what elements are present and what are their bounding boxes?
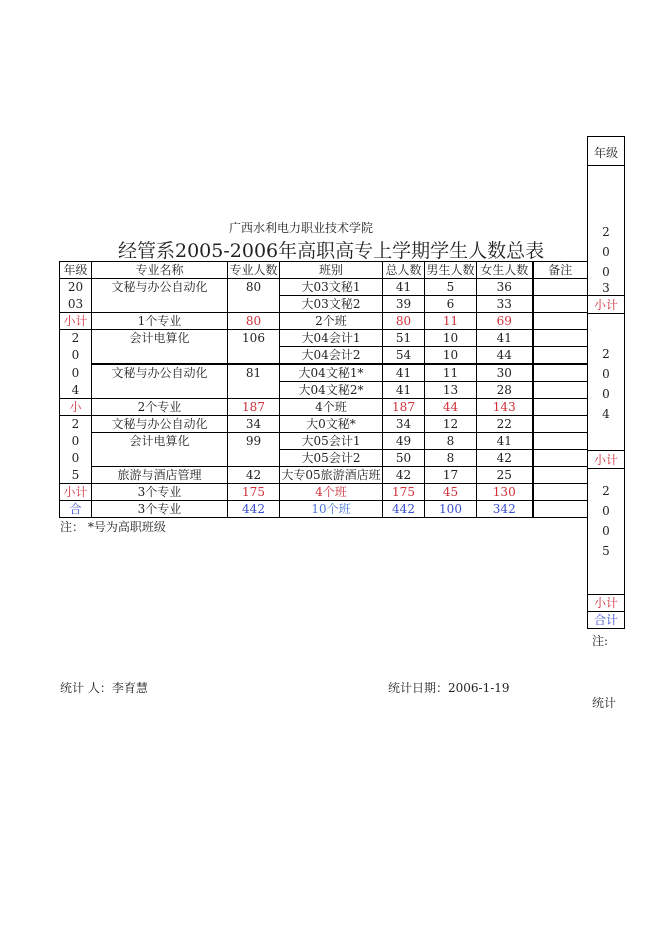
remarks-cell[interactable] [533, 347, 588, 365]
male-cell: 8 [425, 433, 477, 450]
major-cell: 文秘与办公自动化 [92, 279, 228, 313]
remarks-cell[interactable] [533, 279, 588, 296]
right-col-group-2004 [588, 314, 624, 451]
male-cell: 17 [425, 467, 477, 484]
grand-total-classes: 10个班 [280, 501, 383, 518]
remarks-cell[interactable] [533, 330, 588, 347]
major-count-cell: 81 [228, 364, 280, 399]
remarks-cell[interactable] [533, 416, 588, 433]
grade-cell: 20 [60, 279, 92, 296]
col-header-major: 专业名称 [92, 262, 228, 279]
subtotal-total: 187 [383, 399, 425, 416]
grand-total-female: 342 [477, 501, 533, 518]
male-cell: 10 [425, 330, 477, 347]
total-cell: 41 [383, 364, 425, 382]
total-cell: 50 [383, 450, 425, 467]
subtotal-major-count: 80 [228, 313, 280, 330]
right-grade-column [587, 136, 625, 629]
table-header-row [60, 262, 588, 279]
class-cell: 大04会计1 [280, 330, 383, 347]
total-cell: 41 [383, 382, 425, 399]
grade-cell: 4 [60, 382, 92, 399]
col-header-major-count: 专业人数 [229, 263, 278, 277]
grand-total-major-count: 442 [228, 501, 280, 518]
digit: 0 [602, 265, 610, 279]
digit: 3 [602, 281, 610, 295]
subtotal-male: 11 [425, 313, 477, 330]
page-title: 经管系2005-2006年高职高专上学期学生人数总表 [118, 240, 545, 262]
female-cell: 41 [477, 330, 533, 347]
grade-cell: 0 [60, 347, 92, 365]
grade-cell: 2 [60, 330, 92, 347]
subtotal-majors: 3个专业 [92, 484, 228, 501]
major-cell: 文秘与办公自动化 [92, 364, 228, 399]
remarks-cell[interactable] [533, 467, 588, 484]
grade-cell: 5 [60, 467, 92, 484]
male-cell: 5 [425, 279, 477, 296]
class-cell: 大03文秘1 [280, 279, 383, 296]
table-row [60, 279, 588, 296]
school-name [0, 219, 662, 236]
class-cell: 大0文秘* [280, 416, 383, 433]
remarks-cell[interactable] [533, 501, 588, 518]
grand-total-majors: 3个专业 [92, 501, 228, 518]
grade-cell: 2 [60, 416, 92, 433]
subtotal-majors: 1个专业 [92, 313, 228, 330]
subtotal-row [60, 399, 588, 416]
class-cell: 大专05旅游酒店班 [281, 468, 381, 482]
right-note: 注: [592, 634, 609, 648]
total-cell: 49 [383, 433, 425, 450]
digit: 0 [602, 504, 610, 518]
right-statistician: 统计 [592, 696, 617, 710]
subtotal-row [60, 313, 588, 330]
digit: 4 [602, 407, 610, 421]
right-col-subtotal-1: 小计 [588, 296, 624, 314]
right-col-group-2005 [588, 469, 624, 595]
right-col-subtotal-3: 小计 [588, 595, 624, 612]
class-cell: 大04文秘2* [280, 382, 383, 399]
subtotal-total: 175 [383, 484, 425, 501]
grand-total-total: 442 [383, 501, 425, 518]
grade-cell: 0 [60, 433, 92, 450]
digit: 0 [602, 524, 610, 538]
female-cell: 42 [477, 450, 533, 467]
right-col-subtotal-2: 小计 [588, 451, 624, 469]
class-cell: 大03文秘2 [280, 296, 383, 313]
subtotal-row [60, 484, 588, 501]
school-name-text: 广西水利电力职业技术学院 [228, 221, 373, 235]
major-count-cell: 80 [228, 279, 280, 313]
subtotal-male: 44 [425, 399, 477, 416]
statistics-date: 统计日期：2006-1-19 [388, 681, 510, 695]
female-cell: 30 [477, 364, 533, 382]
digit: 0 [602, 387, 610, 401]
subtotal-male: 45 [425, 484, 477, 501]
remarks-cell[interactable] [533, 433, 588, 450]
class-cell: 大04文秘1* [280, 364, 383, 382]
female-cell: 28 [477, 382, 533, 399]
subtotal-label: 小计 [60, 313, 92, 330]
right-col-group-2003 [588, 166, 624, 296]
subtotal-major-count: 175 [228, 484, 280, 501]
remarks-cell[interactable] [533, 382, 588, 399]
subtotal-classes: 4个班 [280, 399, 383, 416]
student-count-table [59, 261, 588, 518]
total-cell: 54 [383, 347, 425, 365]
col-header-total: 总人数 [383, 262, 425, 279]
male-cell: 13 [425, 382, 477, 399]
male-cell: 12 [425, 416, 477, 433]
right-col-header: 年级 [588, 137, 624, 166]
remarks-cell[interactable] [533, 313, 588, 330]
major-cell: 会计电算化 [92, 330, 228, 365]
col-header-female: 女生人数 [477, 262, 533, 279]
total-cell: 42 [383, 467, 425, 484]
grand-total-label: 合 [60, 501, 92, 518]
major-count-cell: 99 [228, 433, 280, 467]
major-cell: 文秘与办公自动化 [92, 416, 228, 433]
female-cell: 22 [477, 416, 533, 433]
female-cell: 41 [477, 433, 533, 450]
grade-cell: 03 [60, 296, 92, 313]
subtotal-female: 69 [477, 313, 533, 330]
remarks-cell[interactable] [533, 296, 588, 313]
digit: 2 [602, 225, 610, 239]
grade-cell: 0 [60, 450, 92, 467]
remarks-cell[interactable] [533, 399, 588, 416]
total-cell: 41 [383, 279, 425, 296]
table-row [60, 364, 588, 382]
col-header-class: 班别 [280, 262, 383, 279]
subtotal-label: 小计 [60, 484, 92, 501]
right-col-grand-total: 合计 [588, 612, 624, 629]
male-cell: 10 [425, 347, 477, 365]
remarks-cell[interactable] [533, 450, 588, 467]
digit: 0 [602, 245, 610, 259]
female-cell: 25 [477, 467, 533, 484]
remarks-cell[interactable] [533, 364, 588, 382]
total-cell: 34 [383, 416, 425, 433]
digit: 2 [602, 484, 610, 498]
statistician: 统计 人：李育慧 [60, 681, 148, 695]
major-cell: 旅游与酒店管理 [92, 467, 228, 484]
total-cell: 39 [383, 296, 425, 313]
major-count-cell: 34 [228, 416, 280, 433]
grand-total-male: 100 [425, 501, 477, 518]
remarks-cell[interactable] [533, 484, 588, 501]
major-count-cell: 42 [228, 467, 280, 484]
male-cell: 11 [425, 364, 477, 382]
grade-cell: 0 [60, 364, 92, 382]
female-cell: 36 [477, 279, 533, 296]
subtotal-label: 小 [60, 399, 92, 416]
subtotal-female: 130 [477, 484, 533, 501]
subtotal-female: 143 [477, 399, 533, 416]
table-row [60, 433, 588, 450]
digit: 0 [602, 367, 610, 381]
total-cell: 51 [383, 330, 425, 347]
table-row [60, 467, 588, 484]
subtotal-classes: 4个班 [280, 484, 383, 501]
col-header-male: 男生人数 [426, 263, 475, 277]
class-cell: 大04会计2 [280, 347, 383, 365]
table-row [60, 330, 588, 347]
table-note: 注： *号为高职班级 [60, 520, 166, 534]
class-cell: 大05会计1 [280, 433, 383, 450]
subtotal-majors: 2个专业 [92, 399, 228, 416]
male-cell: 6 [425, 296, 477, 313]
subtotal-classes: 2个班 [280, 313, 383, 330]
table-row [60, 416, 588, 433]
major-count-cell: 106 [228, 330, 280, 365]
female-cell: 44 [477, 347, 533, 365]
digit: 2 [602, 347, 610, 361]
col-header-remarks: 备注 [533, 262, 588, 279]
class-cell: 大05会计2 [280, 450, 383, 467]
digit: 5 [602, 544, 610, 558]
subtotal-total: 80 [383, 313, 425, 330]
major-cell: 会计电算化 [92, 433, 228, 467]
male-cell: 8 [425, 450, 477, 467]
female-cell: 33 [477, 296, 533, 313]
subtotal-major-count: 187 [228, 399, 280, 416]
col-header-grade: 年级 [60, 262, 92, 279]
grand-total-row [60, 501, 588, 518]
